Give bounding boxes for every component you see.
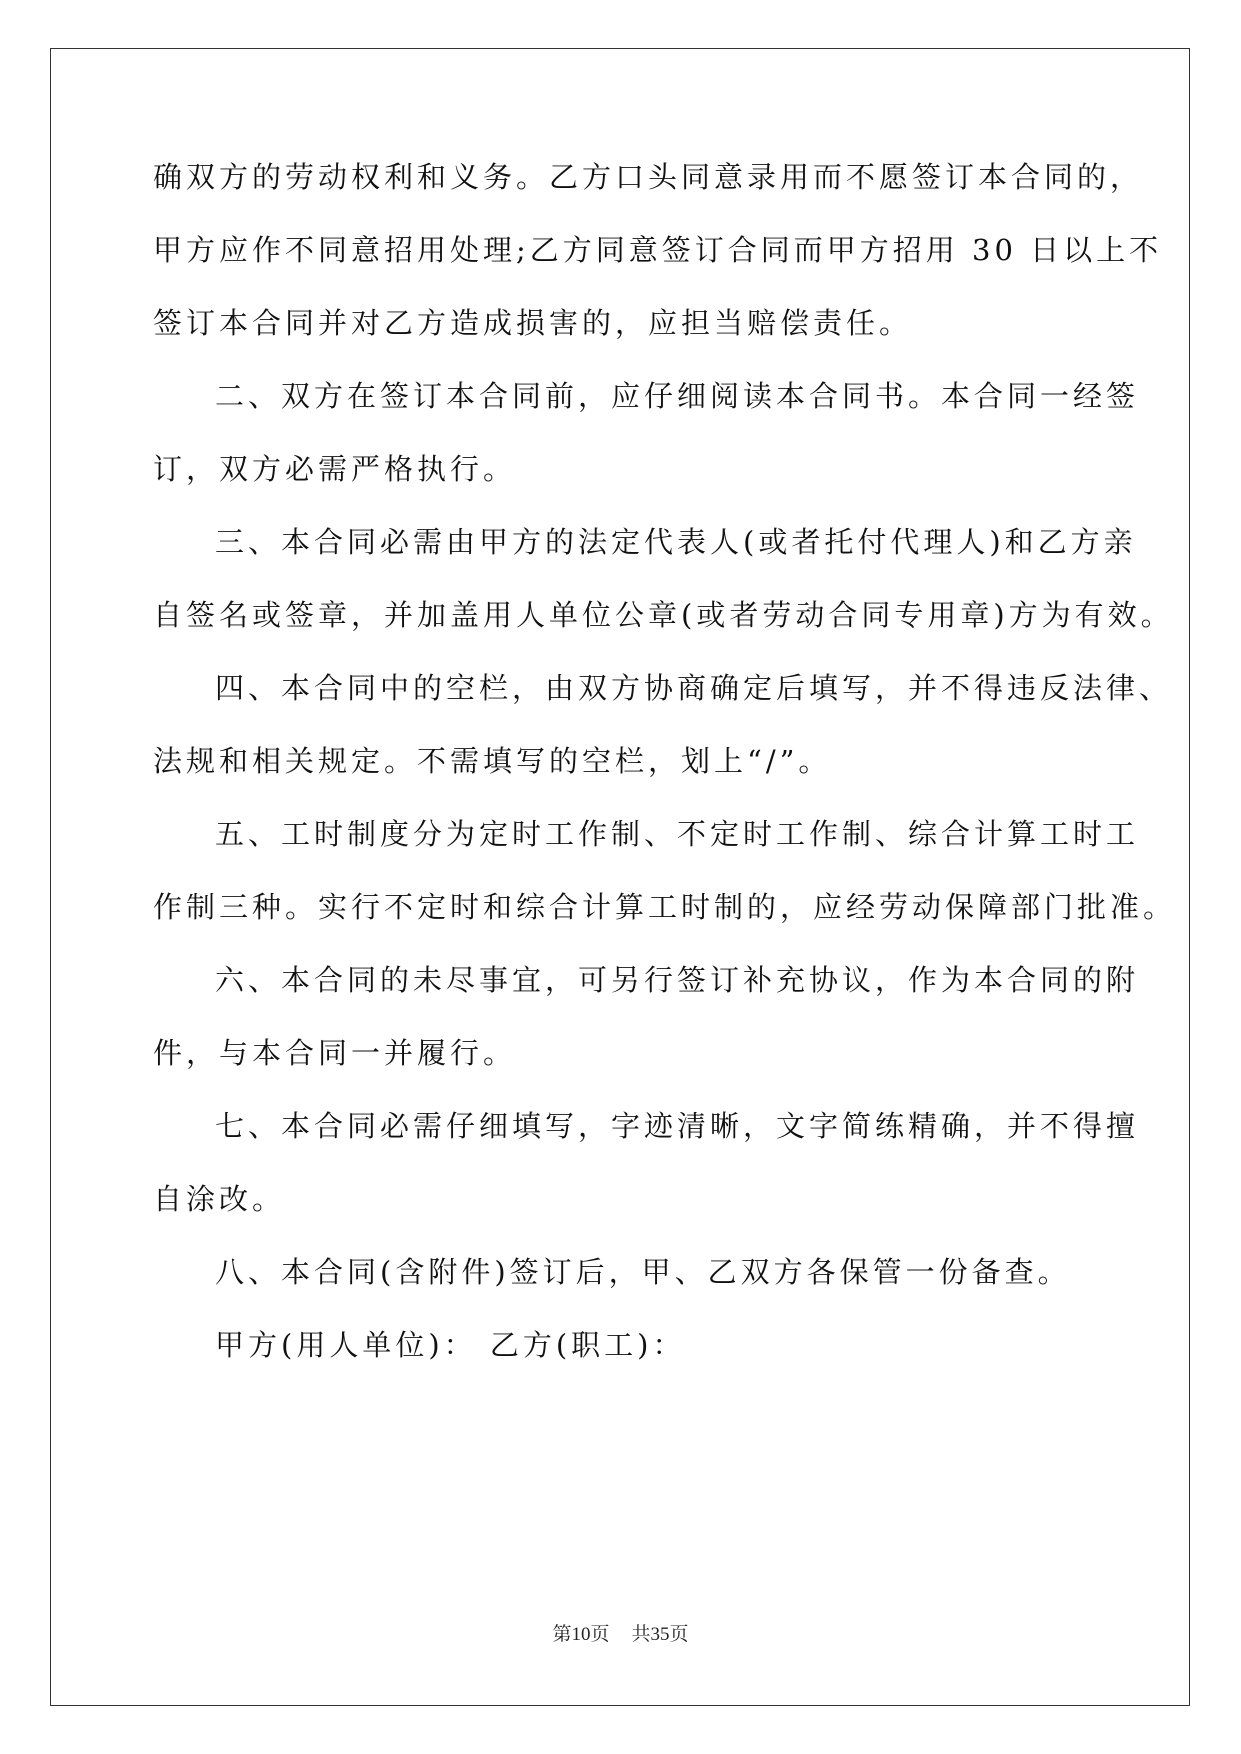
paragraph-7-start: 七、本合同必需仔细填写，字迹清晰，文字简练精确，并不得擅 (215, 1109, 1140, 1143)
paragraph-8-start: 八、本合同(含附件)签订后，甲、乙双方各保管一份备查。 (215, 1255, 1071, 1289)
text-line: 订，双方必需严格执行。 (153, 452, 517, 486)
text-line: 甲方应作不同意招用处理;乙方同意签订合同而甲方招用 30 日以上不 (153, 233, 1163, 267)
text-line: 自签名或签章，并加盖用人单位公章(或者劳动合同专用章)方为有效。 (153, 598, 1174, 632)
text-line: 签订本合同并对乙方造成损害的，应担当赔偿责任。 (153, 306, 913, 340)
page-border (50, 48, 1190, 1706)
paragraph-3-start: 三、本合同必需由甲方的法定代表人(或者托付代理人)和乙方亲 (215, 525, 1137, 559)
paragraph-4-start: 四、本合同中的空栏，由双方协商确定后填写，并不得违反法律、 (215, 671, 1173, 705)
page-footer (0, 1619, 1241, 1646)
text-line: 自涂改。 (153, 1182, 286, 1216)
paragraph-2-start: 二、双方在签订本合同前，应仔细阅读本合同书。本合同一经签 (215, 379, 1140, 413)
text-line: 作制三种。实行不定时和综合计算工时制的，应经劳动保障部门批准。 (153, 890, 1177, 924)
paragraph-6-start: 六、本合同的未尽事宜，可另行签订补充协议，作为本合同的附 (215, 963, 1140, 997)
text-line: 件，与本合同一并履行。 (153, 1036, 517, 1070)
text-line: 法规和相关规定。不需填写的空栏，划上“/”。 (153, 744, 832, 778)
page-number: 第10页 (552, 1624, 610, 1645)
signature-line: 甲方(用人单位)： 乙方(职工)： (215, 1328, 686, 1362)
paragraph-5-start: 五、工时制度分为定时工作制、不定时工作制、综合计算工时工 (215, 817, 1140, 851)
page-total: 共35页 (631, 1624, 689, 1645)
text-line: 确双方的劳动权利和义务。乙方口头同意录用而不愿签订本合同的， (153, 160, 1144, 194)
